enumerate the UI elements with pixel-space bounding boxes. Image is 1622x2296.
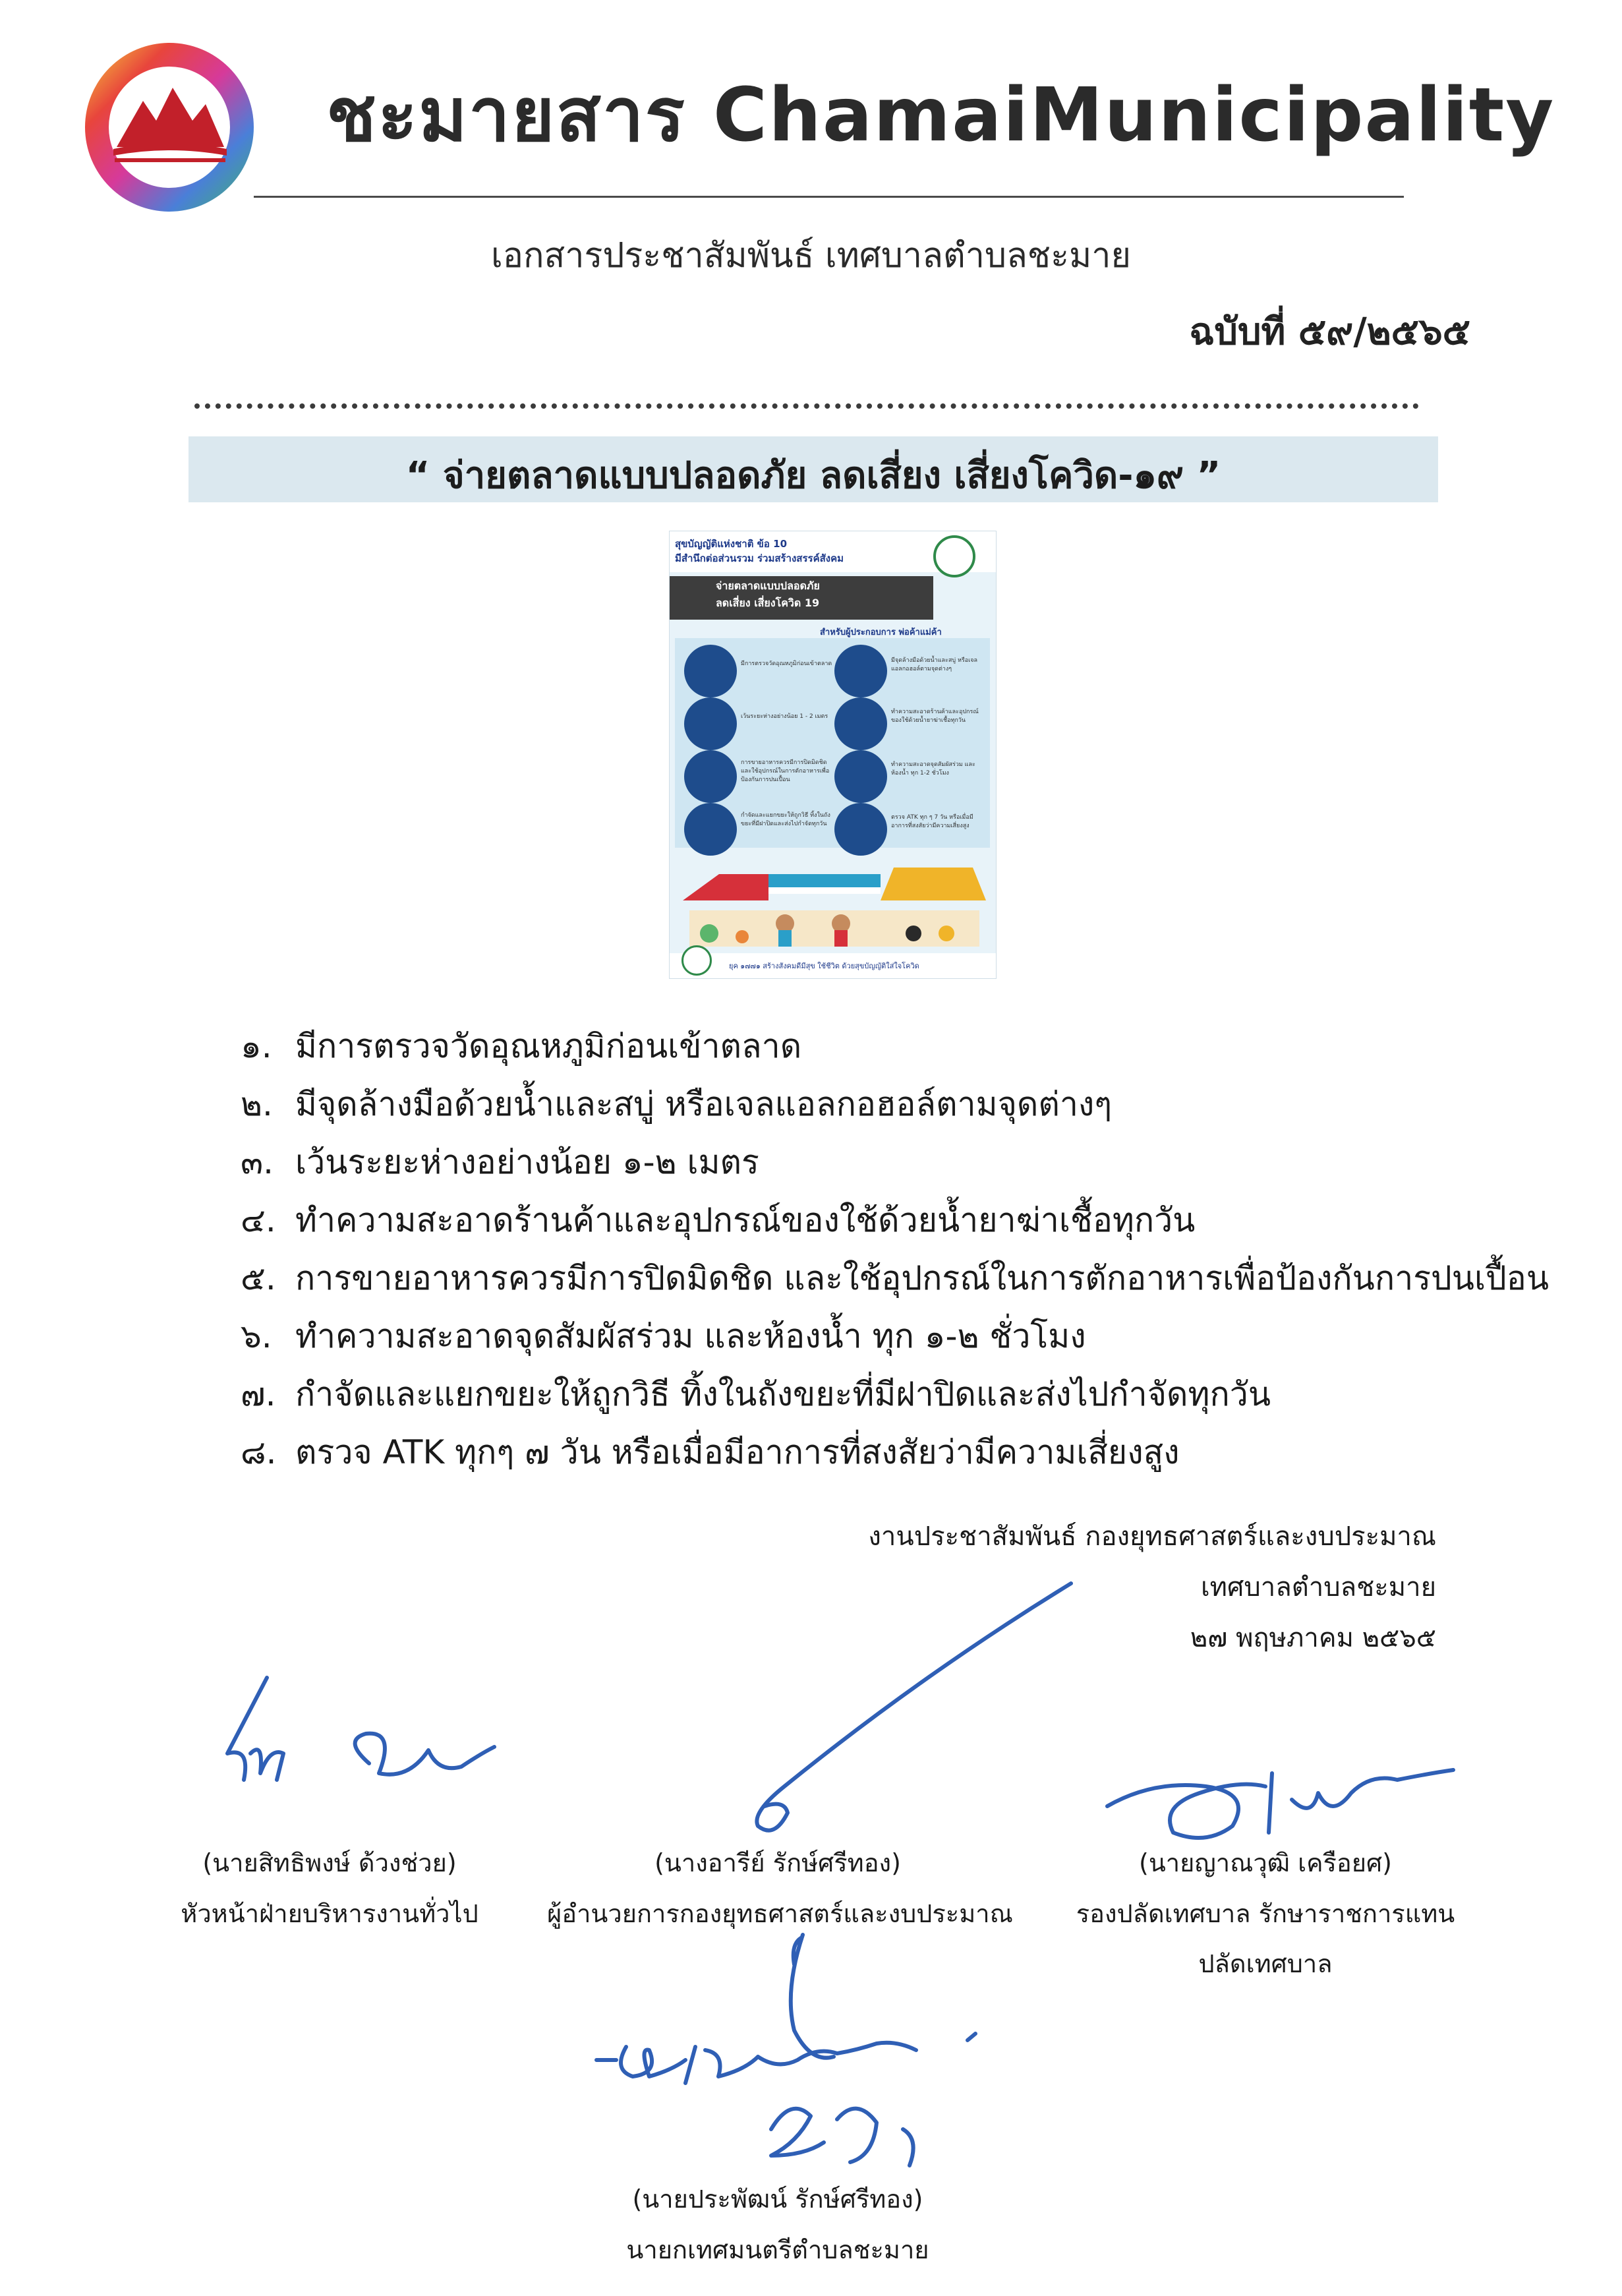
moph-logo-icon [933, 535, 975, 577]
issue-number: ฉบับที่ ๕๙/๒๕๖๕ [1189, 310, 1470, 353]
municipality-seal-logo [74, 38, 265, 216]
mayor-position: นายกเทศมนตรีตำบลชะมาย [626, 2235, 929, 2264]
list-item [0, 1136, 1622, 1189]
poster-tip-1: มีการตรวจวัดอุณหภูมิก่อนเข้าตลาด [741, 661, 832, 667]
list-text: มีการตรวจวัดอุณหภูมิก่อนเข้าตลาด [295, 1027, 802, 1065]
food-cover-icon [684, 750, 737, 803]
signatory-name: (นายสิทธิพงษ์ ด้วงช่วย) [202, 1848, 457, 1877]
signatory-name: (นางอารีย์ รักษ์ศรีทอง) [654, 1848, 901, 1877]
list-item [0, 1427, 1622, 1479]
poster-header-line1: สุขบัญญัติแห่งชาติ ข้อ 10 [675, 538, 788, 550]
issue-date: ๒๗ พฤษภาคม ๒๕๖๕ [1190, 1623, 1436, 1653]
list-text: ทำความสะอาดจุดสัมผัสร่วม และห้องน้ำ ทุก ๑-๒ ชั่วโมง [295, 1317, 1086, 1355]
list-text: ตรวจ ATK ทุกๆ ๗ วัน หรือเมื่อมีอาการที่สงสัยว่ามีความเสี่ยงสูง [295, 1433, 1180, 1471]
dotted-divider [194, 403, 1419, 414]
list-item [0, 1020, 1622, 1073]
poster-title-line2: ลดเสี่ยง เสี่ยงโควิด 19 [716, 597, 820, 609]
thermometer-icon [684, 645, 737, 697]
list-text: กำจัดและแยกขยะให้ถูกวิธี ทิ้งในถังขยะที่มีฝาปิดและส่งไปกำจัดทุกวัน [295, 1375, 1271, 1413]
list-number: ๑. [241, 1027, 272, 1065]
list-item [0, 1252, 1622, 1305]
signatory-position-line2: ปลัดเทศบาล [1198, 1949, 1333, 1978]
list-item [0, 1194, 1622, 1247]
masthead-rule [254, 196, 1404, 198]
list-item [0, 1369, 1622, 1421]
list-number: ๕. [241, 1259, 276, 1297]
list-number: ๔. [241, 1201, 276, 1239]
document-type: เอกสารประชาสัมพันธ์ เทศบาลตำบลชะมาย [491, 236, 1131, 276]
mayor-name: (นายประพัฒน์ รักษ์ศรีทอง) [632, 2185, 923, 2214]
signatory-position: ผู้อำนวยการกองยุทธศาสตร์และงบประมาณ [547, 1899, 1013, 1928]
list-number: ๖. [241, 1317, 272, 1355]
headline: “ จ่ายตลาดแบบปลอดภัย ลดเสี่ยง เสี่ยงโควิด-๑๙ ” [405, 454, 1221, 497]
poster-tip-8: ตรวจ ATK ทุก ๆ 7 วัน หรือเมื่อมีอาการที่สงสัยว่ามีความเสี่ยงสูง [891, 814, 973, 829]
list-item [0, 1310, 1622, 1363]
poster-tip-7: กำจัดและแยกขยะให้ถูกวิธี ทิ้งในถังขยะที่มีฝาปิดและส่งไปกำจัดทุกวัน [741, 812, 830, 827]
list-text: เว้นระยะห่างอย่างน้อย ๑-๒ เมตร [295, 1143, 759, 1181]
issuer-department: งานประชาสัมพันธ์ กองยุทธศาสตร์และงบประมาณ [868, 1521, 1436, 1552]
list-text: มีจุดล้างมือด้วยน้ำและสบู่ หรือเจลแอลกอฮอล์ตามจุดต่างๆ [295, 1085, 1113, 1123]
signatory-position: หัวหน้าฝ่ายบริหารงานทั่วไป [181, 1899, 478, 1928]
hand-wash-icon [834, 645, 887, 697]
masthead-title: ชะมายสาร ChamaiMunicipality [326, 73, 1555, 158]
poster-tip-5: การขายอาหารควรมีการปิดมิดชิด และใช้อุปกรณ์ในการตักอาหารเพื่อป้องกันการปนเปื้อน [741, 759, 830, 783]
signatory-name: (นายญาณวุฒิ เครือยศ) [1139, 1848, 1392, 1877]
signatory-position: รองปลัดเทศบาล รักษาราชการแทน [1076, 1899, 1455, 1928]
toilet-icon [834, 750, 887, 803]
poster-subtitle: สำหรับผู้ประกอบการ พ่อค้าแม่ค้า [820, 628, 942, 637]
covid-market-poster [669, 531, 997, 979]
poster-tip-2: มีจุดล้างมือด้วยน้ำและสบู่ หรือเจลแอลกอฮอล์ตามจุดต่างๆ [891, 657, 977, 672]
list-text: การขายอาหารควรมีการปิดมิดชิด และใช้อุปกรณ์ในการตักอาหารเพื่อป้องกันการปนเปื้อน [295, 1259, 1550, 1297]
poster-tip-4: ทำความสะอาดร้านค้าและอุปกรณ์ของใช้ด้วยน้ำยาฆ่าเชื้อทุกวัน [891, 709, 979, 724]
list-text: ทำความสะอาดร้านค้าและอุปกรณ์ของใช้ด้วยน้ำยาฆ่าเชื้อทุกวัน [295, 1201, 1196, 1239]
poster-footer-text: ยุค ๑๗๗๑ สร้างสังคมดีมีสุข ใช้ชีวิต ด้วยสุขบัญญัติใส่ใจโควิด [729, 962, 919, 970]
poster-tip-3: เว้นระยะห่างอย่างน้อย 1 - 2 เมตร [741, 713, 828, 720]
poster-header-text [675, 537, 925, 566]
list-item [0, 1078, 1622, 1131]
list-number: ๗. [241, 1375, 276, 1413]
issuer-organization: เทศบาลตำบลชะมาย [1200, 1572, 1436, 1603]
poster-title-line1: จ่ายตลาดแบบปลอดภัย [716, 579, 820, 592]
health-logo-icon [681, 945, 712, 976]
distance-icon [684, 697, 737, 750]
list-number: ๘. [241, 1433, 277, 1471]
list-number: ๒. [241, 1085, 273, 1123]
list-number: ๓. [241, 1143, 274, 1181]
spray-icon [834, 697, 887, 750]
poster-title [716, 577, 927, 612]
poster-tip-6: ทำความสะอาดจุดสัมผัสร่วม และห้องน้ำ ทุก 1-2 ชั่วโมง [891, 761, 975, 777]
market-stalls-illustration [670, 848, 996, 953]
poster-header-line2: มีสำนึกต่อส่วนรวม ร่วมสร้างสรรค์สังคม [675, 552, 844, 564]
